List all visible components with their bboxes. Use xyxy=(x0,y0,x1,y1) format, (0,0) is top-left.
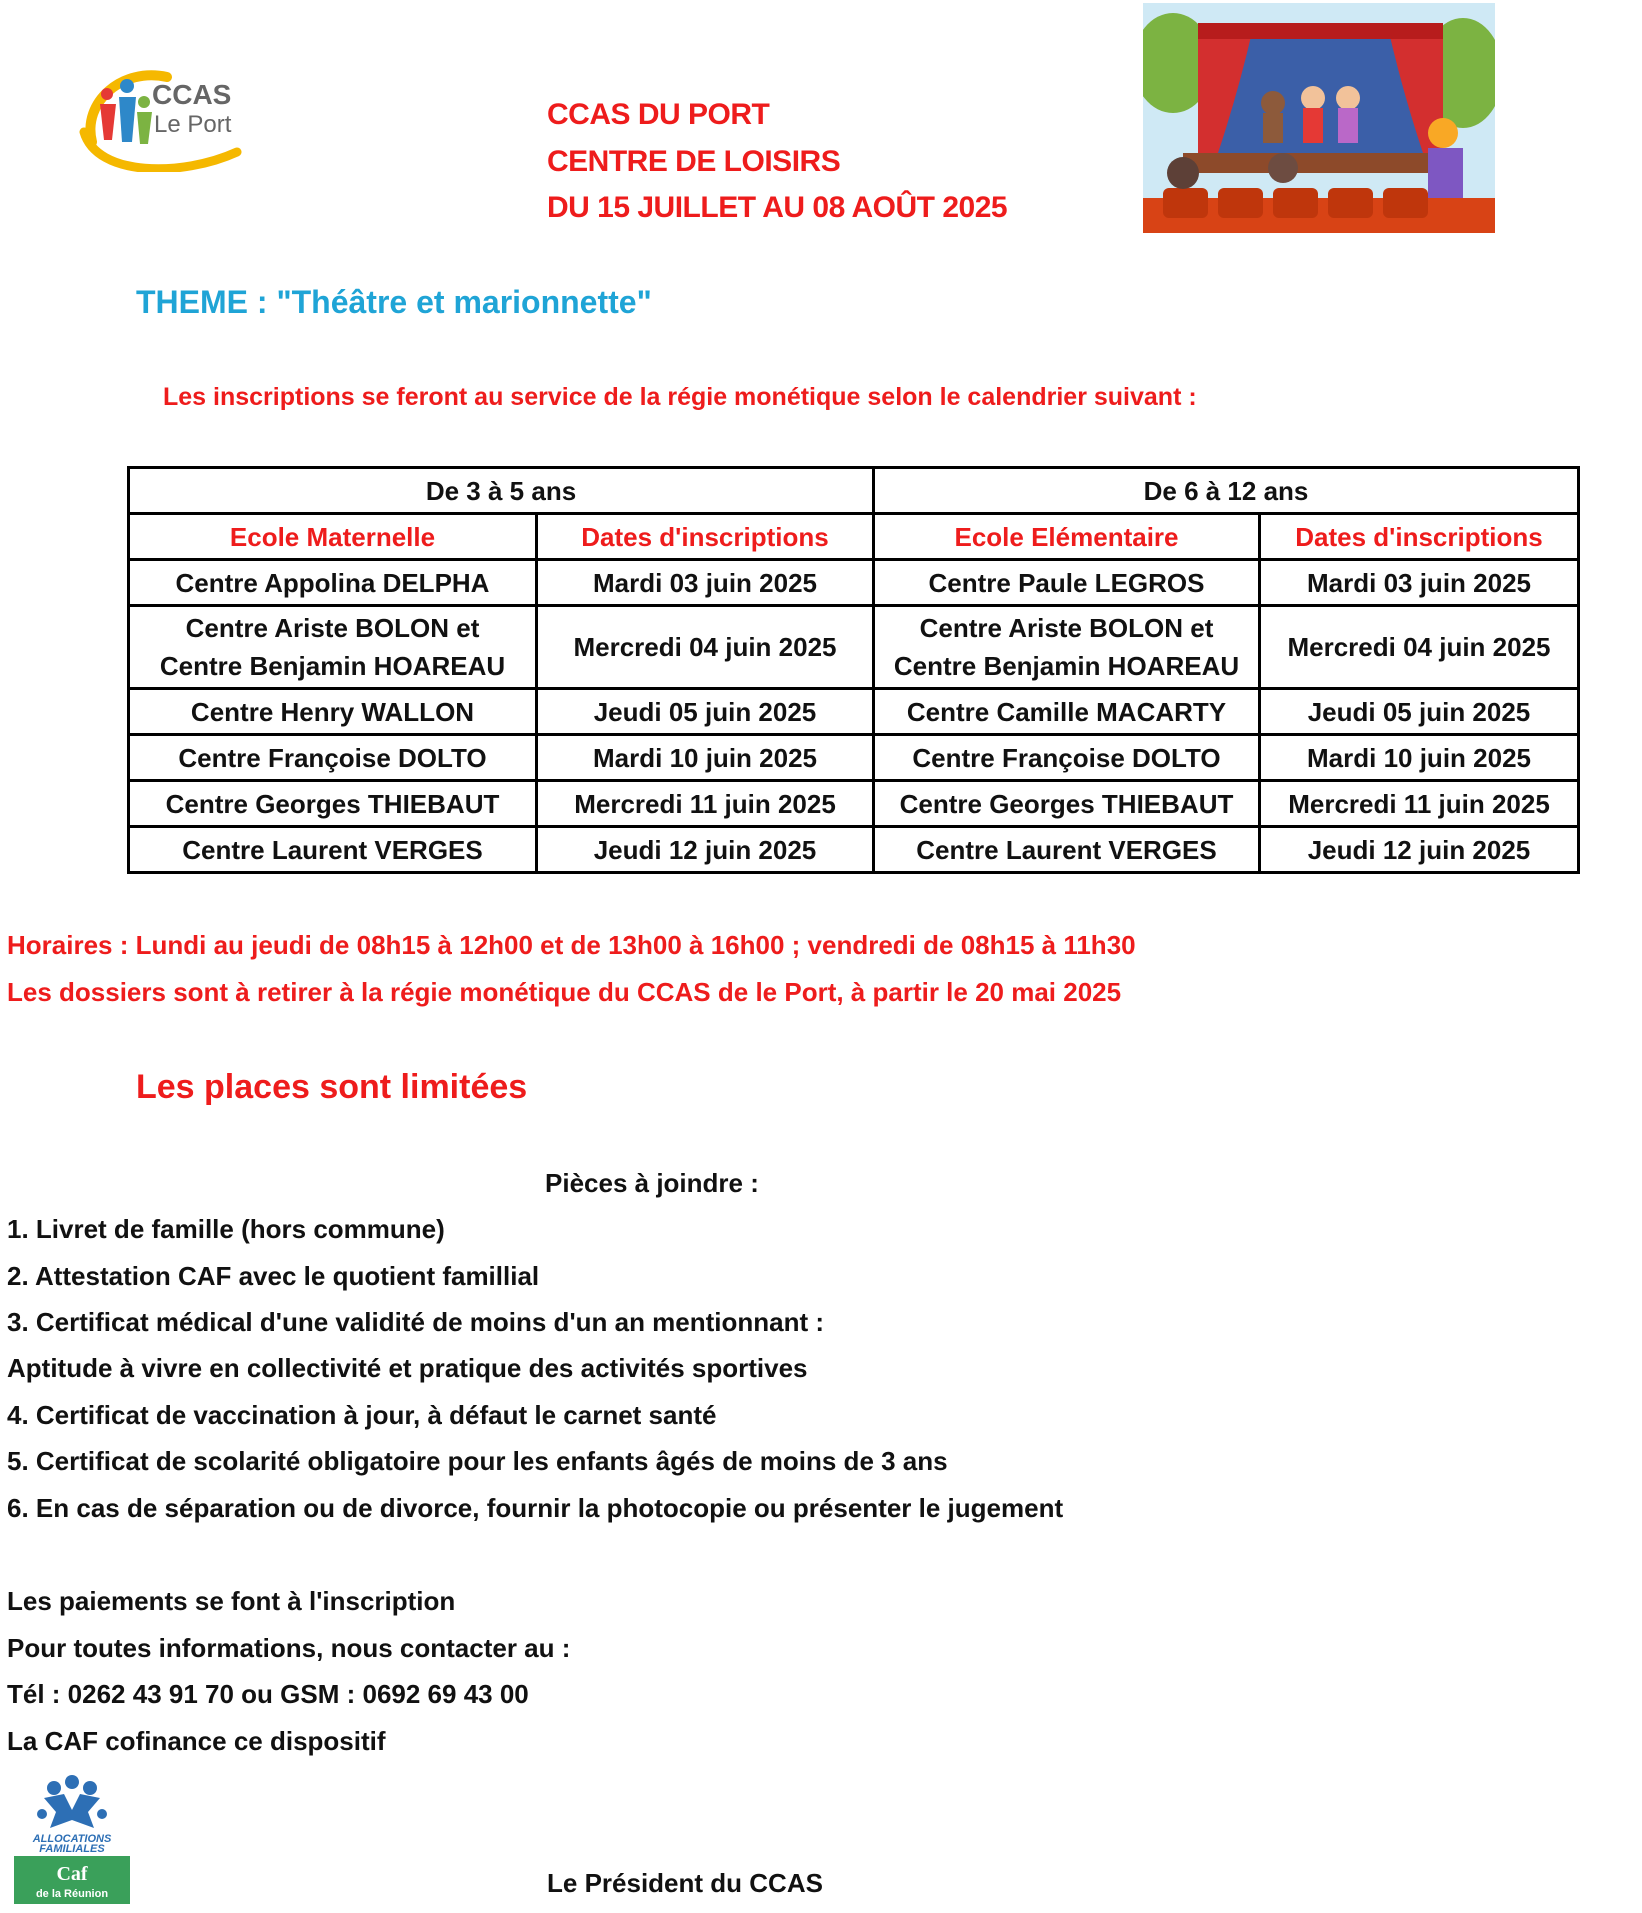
caf-logo-line1: ALLOCATIONS xyxy=(32,1833,112,1845)
cell: Mercredi 04 juin 2025 xyxy=(1260,606,1579,689)
group-3-5: De 3 à 5 ans xyxy=(129,468,874,514)
cell: Jeudi 05 juin 2025 xyxy=(537,689,874,735)
header-dates-right: Dates d'inscriptions xyxy=(1260,514,1579,560)
cell: Mardi 10 juin 2025 xyxy=(1260,735,1579,781)
header-line-2: CENTRE DE LOISIRS xyxy=(547,145,841,178)
table-row xyxy=(129,560,1579,606)
cell: Centre Françoise DOLTO xyxy=(874,735,1260,781)
theme-title: THEME : "Théâtre et marionnette" xyxy=(136,284,652,320)
piece-item: 1. Livret de famille (hors commune) xyxy=(7,1214,445,1244)
cell: Centre Camille MACARTY xyxy=(874,689,1260,735)
cell: Centre Henry WALLON xyxy=(129,689,537,735)
cell: Centre Appolina DELPHA xyxy=(129,560,537,606)
table-row xyxy=(129,781,1579,827)
cell: Mercredi 04 juin 2025 xyxy=(537,606,874,689)
piece-item: 5. Certificat de scolarité obligatoire pour les enfants âgés de moins de 3 ans xyxy=(7,1446,948,1476)
places-limited-notice: Les places sont limitées xyxy=(136,1068,528,1106)
logo-sub: Le Port xyxy=(154,111,232,138)
caf-logo xyxy=(14,1770,130,1904)
piece-item: 3. Certificat médical d'une validité de moins d'un an mentionnant : xyxy=(7,1307,825,1337)
table-row xyxy=(129,689,1579,735)
header-ecole-elementaire: Ecole Elémentaire xyxy=(874,514,1260,560)
header-ecole-maternelle: Ecole Maternelle xyxy=(129,514,537,560)
table-row xyxy=(129,606,1579,689)
cell: Centre Georges THIEBAUT xyxy=(129,781,537,827)
signature-text: Le Président du CCAS xyxy=(547,1868,823,1898)
logo-name: CCAS xyxy=(152,79,232,110)
piece-item: 4. Certificat de vaccination à jour, à défaut le carnet santé xyxy=(7,1400,717,1430)
table-header-row xyxy=(129,514,1579,560)
cell: Mardi 03 juin 2025 xyxy=(537,560,874,606)
header-line-3: DU 15 JUILLET AU 08 AOÛT 2025 xyxy=(547,191,1008,224)
cell: Mercredi 11 juin 2025 xyxy=(1260,781,1579,827)
cell: Centre Françoise DOLTO xyxy=(129,735,537,781)
cell: Centre Paule LEGROS xyxy=(874,560,1260,606)
cell: Mardi 10 juin 2025 xyxy=(537,735,874,781)
cell-line: Centre Benjamin HOAREAU xyxy=(159,651,506,681)
cell: Mardi 03 juin 2025 xyxy=(1260,560,1579,606)
caf-logo-line3: Caf xyxy=(56,1863,88,1885)
hours-notice: Horaires : Lundi au jeudi de 08h15 à 12h00 et de 13h00 à 16h00 ; vendredi de 08h15 à 11h30 xyxy=(7,930,1136,960)
cell: Jeudi 05 juin 2025 xyxy=(1260,689,1579,735)
cell xyxy=(129,606,537,689)
piece-item: 2. Attestation CAF avec le quotient famillial xyxy=(7,1261,540,1291)
phone-text: Tél : 0262 43 91 70 ou GSM : 0692 69 43 00 xyxy=(7,1679,529,1709)
piece-item: 6. En cas de séparation ou de divorce, fournir la photocopie ou présenter le jugement xyxy=(7,1493,1064,1523)
cell: Centre Laurent VERGES xyxy=(874,827,1260,873)
payments-text: Les paiements se font à l'inscription xyxy=(7,1586,456,1616)
header-line-1: CCAS DU PORT xyxy=(547,98,770,131)
table-row xyxy=(129,735,1579,781)
cell xyxy=(874,606,1260,689)
cell: Mercredi 11 juin 2025 xyxy=(537,781,874,827)
cell-line: Centre Ariste BOLON et xyxy=(919,613,1214,643)
intro-text: Les inscriptions se feront au service de la régie monétique selon le calendrier suivant : xyxy=(163,383,1197,411)
cell: Centre Georges THIEBAUT xyxy=(874,781,1260,827)
ccas-logo xyxy=(72,62,272,172)
header-dates-left: Dates d'inscriptions xyxy=(537,514,874,560)
group-6-12: De 6 à 12 ans xyxy=(874,468,1579,514)
contact-text: Pour toutes informations, nous contacter au : xyxy=(7,1633,571,1663)
cell-line: Centre Ariste BOLON et xyxy=(185,613,480,643)
caf-logo-line4: de la Réunion xyxy=(35,1888,109,1900)
table-row xyxy=(129,827,1579,873)
cell: Jeudi 12 juin 2025 xyxy=(1260,827,1579,873)
cell-line: Centre Benjamin HOAREAU xyxy=(893,651,1240,681)
caf-cofinance-text: La CAF cofinance ce dispositif xyxy=(7,1726,386,1756)
dossiers-notice: Les dossiers sont à retirer à la régie monétique du CCAS de le Port, à partir le 20 mai 2025 xyxy=(7,977,1122,1007)
pieces-title: Pièces à joindre : xyxy=(545,1168,759,1198)
cell: Centre Laurent VERGES xyxy=(129,827,537,873)
piece-item: Aptitude à vivre en collectivité et pratique des activités sportives xyxy=(7,1353,808,1383)
cell: Jeudi 12 juin 2025 xyxy=(537,827,874,873)
registration-schedule-table xyxy=(127,466,1580,874)
theater-illustration xyxy=(1143,3,1495,233)
caf-logo-line2: FAMILIALES xyxy=(39,1843,105,1855)
table-group-row xyxy=(129,468,1579,514)
